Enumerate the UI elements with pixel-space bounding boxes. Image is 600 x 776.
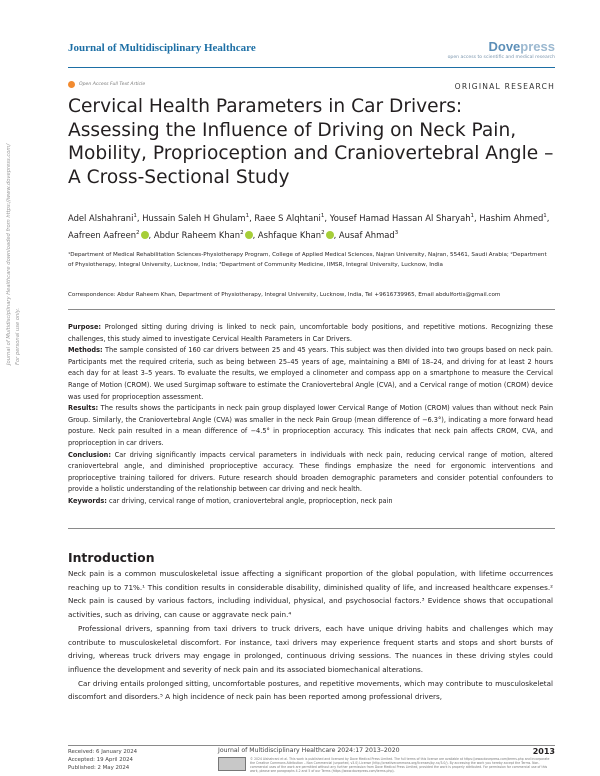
publisher-tagline: open access to scientific and medical research [447, 55, 555, 60]
correspondence: Correspondence: Abdur Raheem Khan, Department of Physiotherapy, Integral University, Lucknow, India, Tel +9616739965, Email abdulfortis@gmail.com [68, 292, 501, 298]
author-name: Hashim Ahmed [479, 212, 544, 223]
results-text: The results shows the participants in neck pain group displayed lower Cervical Range of Motion (CROM) values than without neck Pain Group. Similarly, the Craniovertebral Angle (CVA) was smaller in the neck Pain Group (mean difference of −6.3°), indicating a more forward head posture. Neck pain resulted in a mean difference of −4.5° in proprioception accuracy. This indicates that neck pain affects CROM, CVA, and proprioception in car drivers. [68, 404, 553, 447]
header-divider [68, 67, 555, 68]
abstract-methods [68, 345, 553, 403]
received-date: Received: 6 January 2024 [68, 749, 138, 755]
affiliations: ¹Department of Medical Rehabilitation Sciences-Physiotherapy Program, College of Applied Medical Sciences, Najran University, Najran, 55461, Saudi Arabia; ²Department of Physiotherapy, Integral University, Lucknow, India; ³Department of Community Medicine, IIMSR, Integral University, Lucknow, India [68, 252, 547, 268]
purpose-text: Prolonged sitting during driving is linked to neck pain, uncomfortable body positions, and repetitive motions. Recognizing these challenges, this study aimed to investigate Cervical Health Parameters in Car Drivers. [68, 323, 553, 343]
author-name: Ausaf Ahmad [338, 230, 395, 241]
author-affiliation-marker: 3 [394, 230, 399, 237]
author-affiliation-marker: 2 [240, 230, 244, 237]
introduction-heading: Introduction [68, 550, 155, 565]
author-affiliation-marker: 1 [470, 213, 475, 219]
orcid-icon[interactable] [245, 231, 253, 239]
author-affiliation-marker: 1 [320, 213, 325, 219]
conclusion-text: Car driving significantly impacts cervical parameters in individuals with neck pain, reducing cervical range of motion, altered craniovertebral angle, and diminished proprioceptive accuracy. These findings emphasize the need for ergonomic interventions and proprioceptive training tailored for drivers. Future research should broaden demographic parameters and consider potential confounders to provide a holistic understanding of the relationship between car driving and neck health. [68, 450, 553, 494]
open-access-label: Open Access Full Text Article [79, 82, 146, 87]
accepted-date: Accepted: 19 April 2024 [68, 757, 133, 764]
cc-license-icon[interactable] [218, 757, 246, 771]
license-block [218, 757, 555, 773]
open-access-badge [68, 81, 145, 88]
article-type: ORIGINAL RESEARCH [454, 82, 555, 91]
results-label: Results: [68, 404, 99, 413]
intro-paragraph-3: Car driving entails prolonged sitting, uncomfortable postures, and repetitive movements, which may contribute to musculoskeletal discomfort and disorders.⁵ A high incidence of neck pain has been reported among professional drivers, [68, 678, 553, 702]
orcid-icon[interactable] [141, 231, 149, 239]
abstract [68, 322, 553, 508]
abstract-purpose [68, 322, 553, 345]
author-name: Ashfaque Khan [257, 230, 322, 241]
abstract-bottom-divider [68, 528, 555, 529]
abstract-top-divider [68, 309, 555, 310]
abstract-keywords [68, 496, 553, 508]
author-list: Adel Alshahrani$^1$, Hussain Saleh H Ghulam$^1$, Raee S Alqhtani$^1$, Yousef Hamad Hassan Al Sharyah$^1$, Hashim Ahmed$^1$, Aafreen Aafreen$^2$ , Abdur Raheem Khan$^2$ , Ashfaque Khan$^2$ , Ausaf Ahmad$^3$ [68, 212, 550, 241]
download-notice [6, 143, 44, 365]
author-name: Adel Alshahrani [68, 212, 134, 223]
publication-dates [68, 748, 137, 773]
introduction-body [68, 567, 553, 704]
author-affiliation-marker: 2 [321, 230, 325, 237]
publisher-logo-b: press [520, 39, 555, 54]
author-name: Abdur Raheem Khan [153, 230, 241, 241]
keywords-text: car driving, cervical range of motion, craniovertebral angle, proprioception, neck pain [106, 496, 393, 505]
publisher-logo-a: Dove [488, 39, 521, 54]
article-title: Cervical Health Parameters in Car Drivers: Assessing the Influence of Driving on Neck Pain, Mobility, Proprioception and Craniovertebral Angle – A Cross-Sectional Study [68, 96, 554, 188]
license-text: © 2024 Alshahrani et al. This work is published and licensed by Dove Medical Press Limited. The full terms of this license are available at https://www.dovepress.com/terms.php and incorporate the Creative Commons Attribution – Non Commercial (unported, v3.0) License (http://creativecommons.org/licenses/by-nc/3.0/). By accessing the work you hereby accept the Terms. Non-commercial uses of the work are permitted without any further permission from Dove Medical Press Limited, provided the work is properly attributed. For permission for commercial use of this work, please see paragraphs 4.2 and 5 of our Terms (https://www.dovepress.com/terms.php). [250, 757, 550, 773]
author-affiliation-marker: 1 [133, 213, 137, 219]
keywords-label: Keywords: [68, 496, 107, 505]
orcid-icon[interactable] [326, 231, 334, 239]
author-affiliation-marker: 1 [245, 213, 250, 219]
abstract-results [68, 403, 553, 449]
author-affiliation-marker: 2 [136, 230, 140, 237]
author-name: Yousef Hamad Hassan Al Sharyah [329, 212, 471, 223]
journal-name[interactable]: Journal of Multidisciplinary Healthcare [68, 42, 256, 54]
intro-paragraph-1: Neck pain is a common musculoskeletal issue affecting a significant proportion of the global population, with lifetime occurrences reaching up to 71%.¹ This condition results in considerable disability, diminished quality of life, and increased healthcare expenses.² Neck pain is caused by various factors, including individual, physical, and psychosocial factors.³ Evidence shows that occupational activities, such as driving, can cause or aggravate neck pain.⁴ [68, 569, 553, 620]
methods-text: The sample consisted of 160 car drivers between 25 and 45 years. This subject was then divided into two groups based on neck pain. Participants met the required criteria, such as being between 25–45 years of age, maintaining a BMI of 18–24, and driving for at least 2 hours each day for at least 3–5 years. To evaluate the results, we employed a clinometer and compass app on a smartphone to measure the Cervical Range of Motion (CROM). We used Surgimap software to estimate the Craniovertebral Angle (CVA), and a Cervical range of motion (CROM) device was used for proprioception assessment. [68, 346, 553, 401]
conclusion-label: Conclusion: [68, 450, 111, 459]
download-notice-line1: Journal of Multidisciplinary Healthcare downloaded from https://www.dovepress.com/ [6, 143, 12, 365]
download-notice-line2: For personal use only. [15, 307, 21, 365]
published-date: Published: 2 May 2024 [68, 765, 130, 772]
open-access-icon [68, 81, 75, 88]
page-number: 2013 [532, 747, 555, 756]
abstract-conclusion [68, 450, 553, 496]
purpose-label: Purpose: [68, 323, 102, 331]
citation-line[interactable]: Journal of Multidisciplinary Healthcare 2024:17 2013–2020 [218, 747, 400, 754]
author-name: Hussain Saleh H Ghulam [142, 212, 246, 223]
publisher-logo[interactable] [489, 39, 556, 54]
author-name: Aafreen Aafreen [68, 230, 137, 241]
author-name: Raee S Alqhtani [254, 212, 321, 223]
author-affiliation-marker: 1 [543, 213, 547, 219]
intro-paragraph-2: Professional drivers, spanning from taxi drivers to truck drivers, each have unique driving habits and challenges which may contribute to musculoskeletal discomfort. For instance, taxi drivers may experience frequent starts and stops and short bursts of driving, whereas truck drivers may engage in prolonged, continuous driving sessions. The nuances in these driving styles could influence the development and severity of neck pain and its associated biomechanical alterations. [68, 623, 553, 674]
methods-label: Methods: [68, 346, 103, 355]
